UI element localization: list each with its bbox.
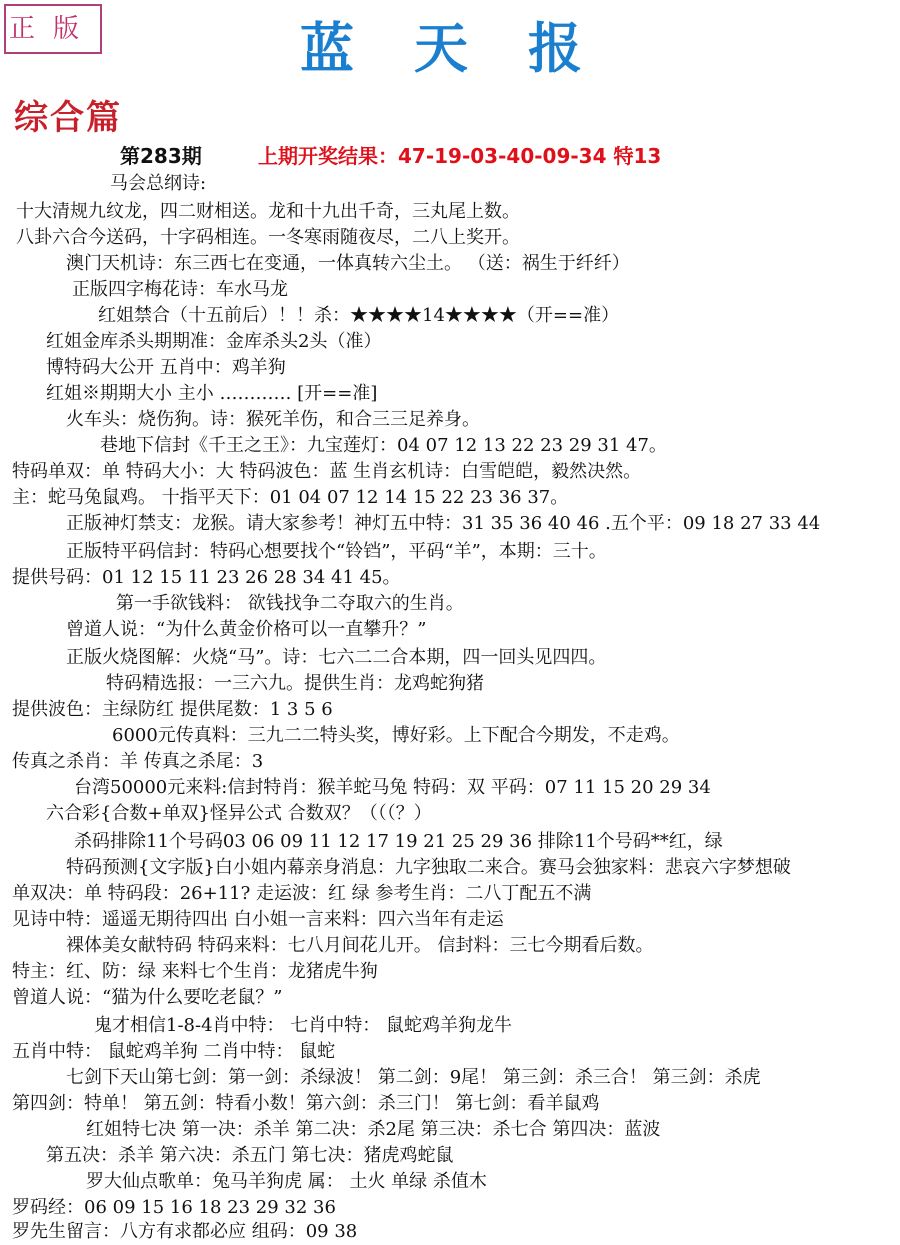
text-line: 裸体美女献特码 特码来料：七八月间花儿开。 信封料：三七今期看后数。 xyxy=(66,935,654,956)
text-line: 第五决：杀羊 第六决：杀五门 第七决：猪虎鸡蛇鼠 xyxy=(46,1145,454,1166)
text-line: 提供波色：主绿防红 提供尾数：1 3 5 6 xyxy=(12,699,333,720)
text-line: 五肖中特： 鼠蛇鸡羊狗 二肖中特： 鼠蛇 xyxy=(12,1041,336,1062)
text-line: 正版四字梅花诗：车水马龙 xyxy=(72,279,288,300)
text-line: 十大清规九纹龙，四二财相送。龙和十九出千奇，三丸尾上数。 xyxy=(16,201,520,222)
text-line: 特主：红、防：绿 来料七个生肖：龙猪虎牛狗 xyxy=(12,961,378,982)
text-line: 6000元传真料：三九二二特头奖，博好彩。上下配合今期发，不走鸡。 xyxy=(112,725,680,746)
text-line: 红姐禁合（十五前后）！！杀：★★★★14★★★★（开==准） xyxy=(98,305,620,326)
text-line: 红姐特七决 第一决：杀羊 第二决：杀2尾 第三决：杀七合 第四决：蓝波 xyxy=(86,1119,661,1140)
text-line: 罗码经：06 09 15 16 18 23 29 32 36 xyxy=(12,1197,336,1218)
text-line: 曾道人说：“为什么黄金价格可以一直攀升？” xyxy=(66,619,427,640)
text-line: 鬼才相信1-8-4肖中特： 七肖中特： 鼠蛇鸡羊狗龙牛 xyxy=(94,1015,512,1036)
text-line: 七剑下天山第七剑：第一剑：杀绿波！ 第二剑：9尾！ 第三剑：杀三合！ 第三剑：杀虎 xyxy=(66,1067,761,1088)
text-line: 第一手欲钱料： 欲钱找争二夺取六的生肖。 xyxy=(116,593,464,614)
text-line: 台湾50000元来料:信封特肖：猴羊蛇马兔 特码：双 平码：07 11 15 20 29 34 xyxy=(74,777,711,798)
text-line: 第四剑：特单！ 第五剑：特看小数！第六剑：杀三门！ 第七剑：看羊鼠鸡 xyxy=(12,1093,600,1114)
text-line: 火车头：烧伤狗。诗：猴死羊伤，和合三三足养身。 xyxy=(66,409,480,430)
text-line: 特码精选报：一三六九。提供生肖：龙鸡蛇狗猪 xyxy=(106,673,484,694)
text-line: 正版特平码信封：特码心想要找个“铃铛”，平码“羊”，本期：三十。 xyxy=(66,541,607,562)
text-line: 曾道人说：“猫为什么要吃老鼠？” xyxy=(12,987,283,1008)
text-line: 见诗中特：遥遥无期待四出 白小姐一言来料：四六当年有走运 xyxy=(12,909,504,930)
text-line: 红姐※期期大小 主小 ………… [开==准] xyxy=(46,383,378,404)
text-line: 杀码排除11个号码03 06 09 11 12 17 19 21 25 29 36 排除11个号码**红，绿 xyxy=(74,831,723,852)
text-line: 特码预测{文字版}白小姐内幕亲身消息：九字独取二来合。赛马会独家料：悲哀六字梦想破 xyxy=(66,857,791,878)
text-line: 澳门天机诗：东三西七在变通，一体真转六尘土。 （送：祸生于纤纤） xyxy=(66,253,630,274)
text-line: 正版神灯禁支：龙猴。请大家参考！神灯五中特：31 35 36 40 46 .五个平：09 18 27 33 44 xyxy=(66,513,821,534)
text-line: 六合彩{合数+单双}怪异公式 合数双？（（（？） xyxy=(46,803,432,824)
text-line: 单双决：单 特码段：26+11? 走运波：红 绿 参考生肖：二八丁配五不满 xyxy=(12,883,592,904)
genuine-badge: 正版 xyxy=(4,4,102,54)
section-title: 综合篇 xyxy=(14,98,122,138)
text-line: 马会总纲诗: xyxy=(110,173,207,194)
text-line: 罗大仙点歌单：兔马羊狗虎 属： 土火 单绿 杀值木 xyxy=(86,1171,487,1192)
masthead-title: 蓝天报 xyxy=(300,17,642,80)
text-line: 主：蛇马兔鼠鸡。 十指平天下：01 04 07 12 14 15 22 23 36 37。 xyxy=(12,487,569,508)
last-draw-result: 上期开奖结果：47-19-03-40-09-34 特13 xyxy=(258,144,662,168)
text-line: 罗先生留言：八方有求都必应 组码：09 38 xyxy=(12,1221,358,1242)
text-line: 特码单双：单 特码大小：大 特码波色：蓝 生肖玄机诗：白雪皑皑，毅然决然。 xyxy=(12,461,642,482)
text-line: 巷地下信封《千王之王》：九宝莲灯：04 07 12 13 22 23 29 31 47。 xyxy=(100,435,667,456)
issue-number: 第283期 xyxy=(120,144,202,168)
text-line: 传真之杀肖：羊 传真之杀尾：3 xyxy=(12,751,264,772)
text-line: 八卦六合今送码，十字码相连。一冬寒雨随夜尽，二八上奖开。 xyxy=(16,227,520,248)
text-line: 博特码大公开 五肖中：鸡羊狗 xyxy=(46,357,286,378)
text-line: 红姐金库杀头期期准：金库杀头2头（准） xyxy=(46,331,382,352)
text-line: 提供号码：01 12 15 11 23 26 28 34 41 45。 xyxy=(12,567,401,588)
text-line: 正版火烧图解：火烧“马”。诗：七六二二合本期，四一回头见四四。 xyxy=(66,647,607,668)
